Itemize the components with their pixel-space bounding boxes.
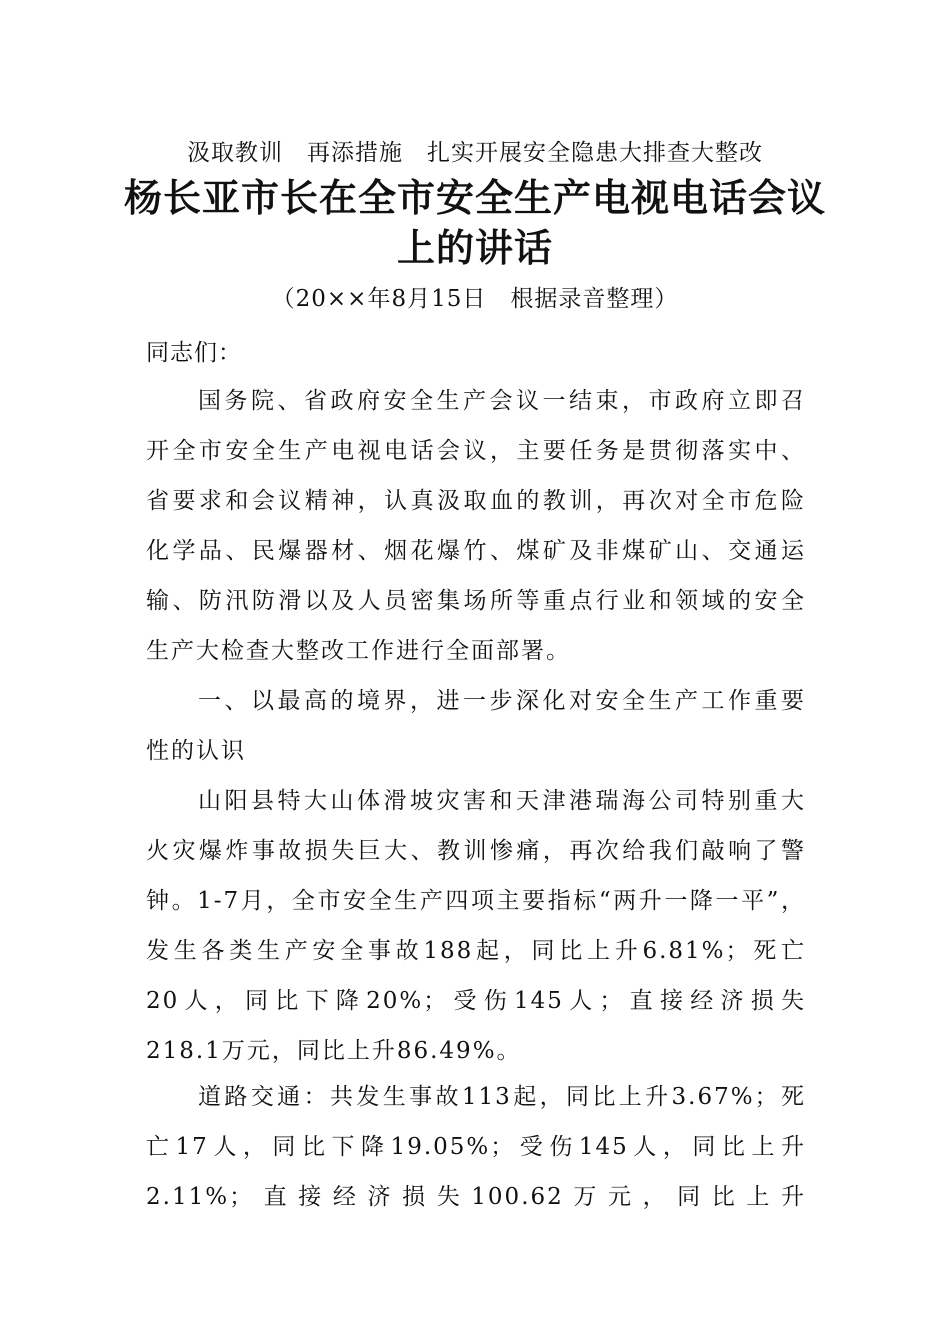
body-line: 道路交通：共发生事故113起，同比上升3.67%；死	[198, 1084, 806, 1110]
body-line: 山阳县特大山体滑坡灾害和天津港瑞海公司特别重大	[198, 788, 806, 814]
body-line: 化学品、民爆器材、烟花爆竹、煤矿及非煤矿山、交通运	[146, 538, 806, 564]
body-line: 2.11%；直接经济损失100.62万元，同比上升	[146, 1184, 806, 1210]
section-heading-line: 性的认识	[146, 738, 246, 764]
body-line: 钟。1-7月，全市安全生产四项主要指标“两升一降一平”，	[146, 888, 806, 914]
document-subtitle: 汲取教训 再添措施 扎实开展安全隐患大排查大整改	[187, 140, 763, 166]
body-line: 生产大检查大整改工作进行全面部署。	[146, 638, 571, 664]
body-line: 20人，同比下降20%；受伤145人；直接经济损失	[146, 988, 806, 1014]
body-line: 省要求和会议精神，认真汲取血的教训，再次对全市危险	[146, 488, 806, 514]
body-line: 亡17人，同比下降19.05%；受伤145人，同比上升	[146, 1134, 806, 1160]
body-line: 输、防汛防滑以及人员密集场所等重点行业和领域的安全	[146, 588, 806, 614]
section-heading-line: 一、以最高的境界，进一步深化对安全生产工作重要	[198, 688, 806, 714]
body-line: 发生各类生产安全事故188起，同比上升6.81%；死亡	[146, 938, 806, 964]
document-dateline: （20××年8月15日 根据录音整理）	[271, 286, 679, 312]
document-title-line-1: 杨长亚市长在全市安全生产电视电话会议	[123, 175, 826, 220]
body-line: 火灾爆炸事故损失巨大、教训惨痛，再次给我们敲响了警	[146, 838, 806, 864]
salutation: 同志们：	[146, 340, 242, 366]
body-line: 218.1万元，同比上升86.49%。	[146, 1038, 522, 1064]
body-line: 国务院、省政府安全生产会议一结束，市政府立即召	[198, 388, 806, 414]
document-title-line-2: 上的讲话	[396, 225, 553, 270]
body-line: 开全市安全生产电视电话会议，主要任务是贯彻落实中、	[146, 438, 806, 464]
